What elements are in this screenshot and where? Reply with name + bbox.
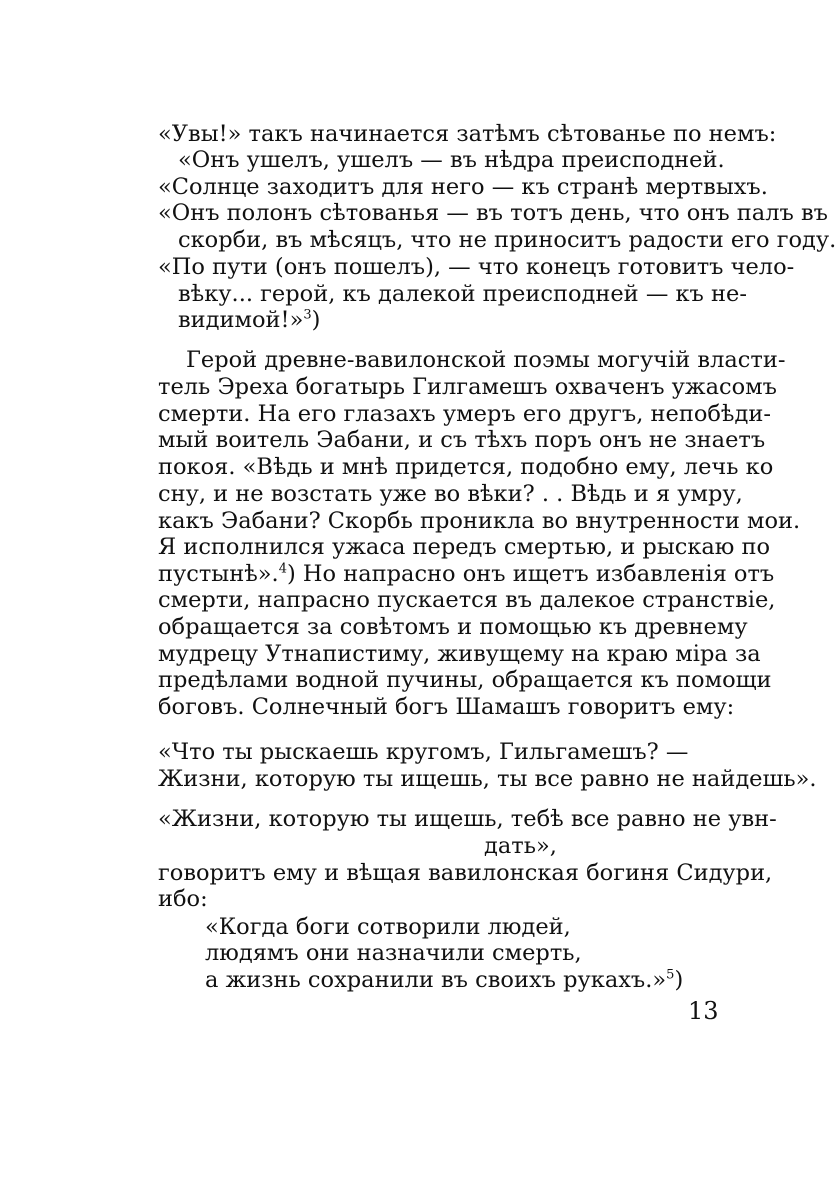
paragraph-line: предѣлами водной пучины, обращается къ помощи [158,667,772,693]
verse-line [178,306,320,334]
paragraph-line: сну, и не возстать уже во вѣки? . . Вѣдь и я умру, [158,481,743,507]
paragraph-line: покоя. «Вѣдь и мнѣ придется, подобно ему, лечь ко [158,454,774,480]
verse-text: ) [311,307,321,333]
paragraph-line: Герой древне-вавилонской поэмы могучій власти- [186,347,786,373]
quote-line: «Что ты рыскаешь кругомъ, Гильгамешъ? — [158,739,689,765]
paragraph-line: какъ Эабани? Скорбь проникла во внутренности мои. [158,508,801,534]
verse-line: вѣку... герой, къ далекой преисподней — къ не- [178,281,747,307]
paragraph-line: обращается за совѣтомъ и помощью къ древнему [158,614,748,640]
paragraph-line: мудрецу Утнапистиму, живущему на краю міра за [158,641,761,667]
quote-line: дать», [484,833,557,859]
paragraph-line: смерти. На его глазахъ умеръ его другъ, непобѣди- [158,401,771,427]
verse-text: ) [674,967,684,993]
verse-text: а жизнь сохранили въ своихъ рукахъ.» [205,967,667,993]
verse-line: «Солнце заходитъ для него — къ странѣ мертвыхъ. [158,174,768,200]
footnote-ref: 5 [666,967,675,983]
paragraph-line: ибо: [158,886,208,912]
verse-line: «Когда боги сотворили людей, [205,914,571,940]
verse-line [205,966,683,994]
footnote-ref: 3 [303,307,312,323]
page-number: 13 [688,997,719,1025]
paragraph-line: смерти, напрасно пускается въ далекое странствіе, [158,587,776,613]
paragraph-line: боговъ. Солнечный богъ Шамашъ говоритъ ему: [158,694,735,720]
paragraph-line: мый воитель Эабани, и съ тѣхъ поръ онъ не знаетъ [158,427,766,453]
paragraph-line: говоритъ ему и вѣщая вавилонская богиня Сидури, [158,860,773,886]
verse-line: «Онъ полонъ сѣтованья — въ тотъ день, что онъ палъ въ [158,200,828,226]
paragraph-text: пустынѣ». [158,561,279,587]
paragraph-text: ) Но напрасно онъ ищетъ избавленія отъ [286,561,775,587]
verse-line: «Онъ ушелъ, ушелъ — въ нѣдра преисподней. [178,147,725,173]
verse-line: людямъ они назначили смерть, [205,940,582,966]
quote-line: «Жизни, которую ты ищешь, тебѣ все равно не увн- [158,806,777,832]
footnote-ref: 4 [278,561,287,577]
quote-line: Жизни, которую ты ищешь, ты все равно не найдешь». [158,766,817,792]
paragraph-line [158,560,775,588]
verse-line: «Увы!» такъ начинается затѣмъ сѣтованье по немъ: [158,121,777,147]
paragraph-line: Я исполнился ужаса передъ смертью, и рыскаю по [158,534,771,560]
verse-text: видимой!» [178,307,304,333]
verse-line: «По пути (онъ пошелъ), — что конецъ готовитъ чело- [158,254,795,280]
verse-line: скорби, въ мѣсяцъ, что не приноситъ радости его году. [178,227,837,253]
paragraph-line: тель Эреха богатырь Гилгамешъ охваченъ ужасомъ [158,374,777,400]
